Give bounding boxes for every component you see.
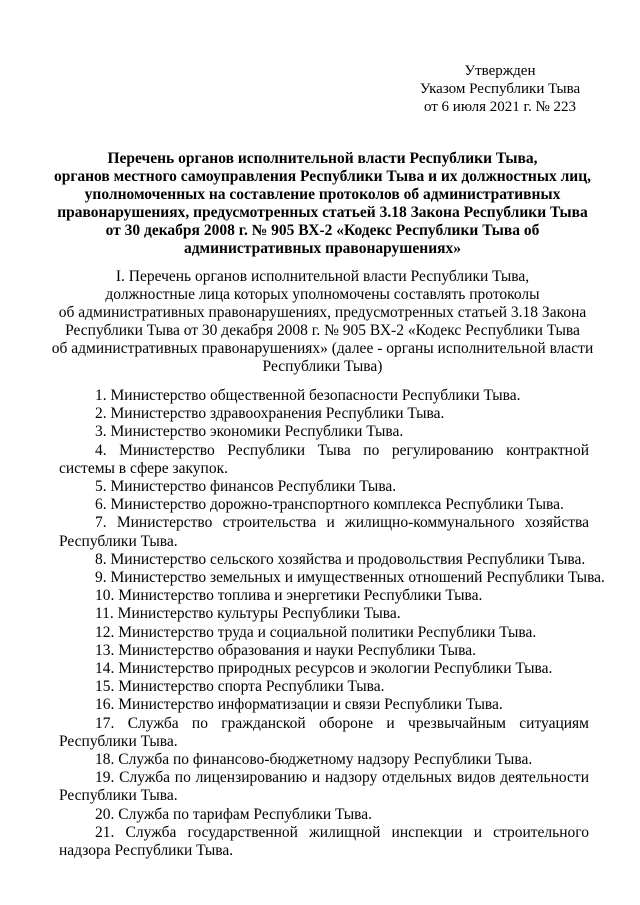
section-heading-line: об административных правонарушениях» (далее - органы исполнительной власти: [51, 340, 594, 357]
list-item: 20. Служба по тарифам Республики Тыва.: [95, 805, 373, 823]
list-item: 4. Министерство Республики Тыва по регулированию контрактной системы в сфере закупок.: [59, 441, 589, 477]
title-line: Перечень органов исполнительной власти Республики Тыва,: [107, 150, 538, 167]
list-item: 10. Министерство топлива и энергетики Республики Тыва.: [95, 587, 483, 605]
title-line: органов местного самоуправления Республики Тыва и их должностных лиц,: [53, 168, 592, 185]
list-item: 1. Министерство общественной безопасности Республики Тыва.: [95, 387, 521, 404]
list-item: 3. Министерство экономики Республики Тыва.: [95, 423, 404, 441]
list-item: 21. Служба государственной жилищной инспекции и строительного надзора Республики Тыва.: [59, 823, 589, 860]
list-item: 16. Министерство информатизации и связи Республики Тыва.: [95, 696, 503, 714]
list-item: 14. Министерство природных ресурсов и экологии Республики Тыва.: [95, 660, 553, 678]
document-title: [50, 150, 595, 258]
list-item: 19. Служба по лицензированию и надзору отдельных видов деятельности Республики Тыва.: [59, 769, 589, 805]
section-heading-line: Республики Тыва): [262, 358, 383, 375]
approval-line-3: от 6 июля 2021 г. № 223: [423, 99, 577, 115]
list-item: 15. Министерство спорта Республики Тыва.: [95, 678, 385, 696]
authority-list: [59, 387, 605, 860]
section-heading-line: Республики Тыва от 30 декабря 2008 г. № 905 ВХ-2 «Кодекс Республики Тыва: [65, 322, 580, 339]
approval-stamp: [400, 62, 600, 116]
list-item: 5. Министерство финансов Республики Тыва.: [95, 478, 397, 496]
list-item: 13. Министерство образования и науки Республики Тыва.: [95, 641, 476, 659]
approval-line-2: Указом Республики Тыва: [419, 81, 581, 97]
list-item: 18. Служба по финансово-бюджетному надзору Республики Тыва.: [95, 751, 533, 769]
list-item: 17. Служба по гражданской обороне и чрезвычайным ситуациям Республики Тыва.: [59, 714, 589, 750]
title-line: уполномоченных на составление протоколов об административных: [84, 186, 561, 203]
list-item: 11. Министерство культуры Республики Тыва.: [95, 605, 401, 623]
list-item: 8. Министерство сельского хозяйства и продовольствия Республики Тыва.: [95, 550, 586, 568]
list-item: 6. Министерство дорожно-транспортного комплекса Республики Тыва.: [95, 496, 564, 514]
section-heading: [50, 268, 595, 376]
title-line: от 30 декабря 2008 г. № 905 ВХ-2 «Кодекс Республики Тыва об: [105, 222, 540, 239]
section-heading-line: I. Перечень органов исполнительной власти Республики Тыва,: [115, 268, 530, 285]
list-item: 9. Министерство земельных и имущественных отношений Республики Тыва.: [95, 569, 605, 587]
section-heading-line: должностные лица которых уполномочены составлять протоколы: [105, 286, 540, 303]
list-item: 2. Министерство здравоохранения Республики Тыва.: [95, 405, 445, 423]
list-item: 12. Министерство труда и социальной политики Республики Тыва.: [95, 623, 537, 641]
approval-line-1: Утвержден: [464, 63, 536, 79]
list-item: 7. Министерство строительства и жилищно-коммунального хозяйства Республики Тыва.: [59, 514, 589, 550]
section-heading-line: об административных правонарушениях, предусмотренных статьей 3.18 Закона: [58, 304, 587, 321]
title-line: правонарушениях, предусмотренных статьей 3.18 Закона Республики Тыва: [57, 204, 588, 221]
title-line: административных правонарушениях»: [183, 240, 462, 257]
